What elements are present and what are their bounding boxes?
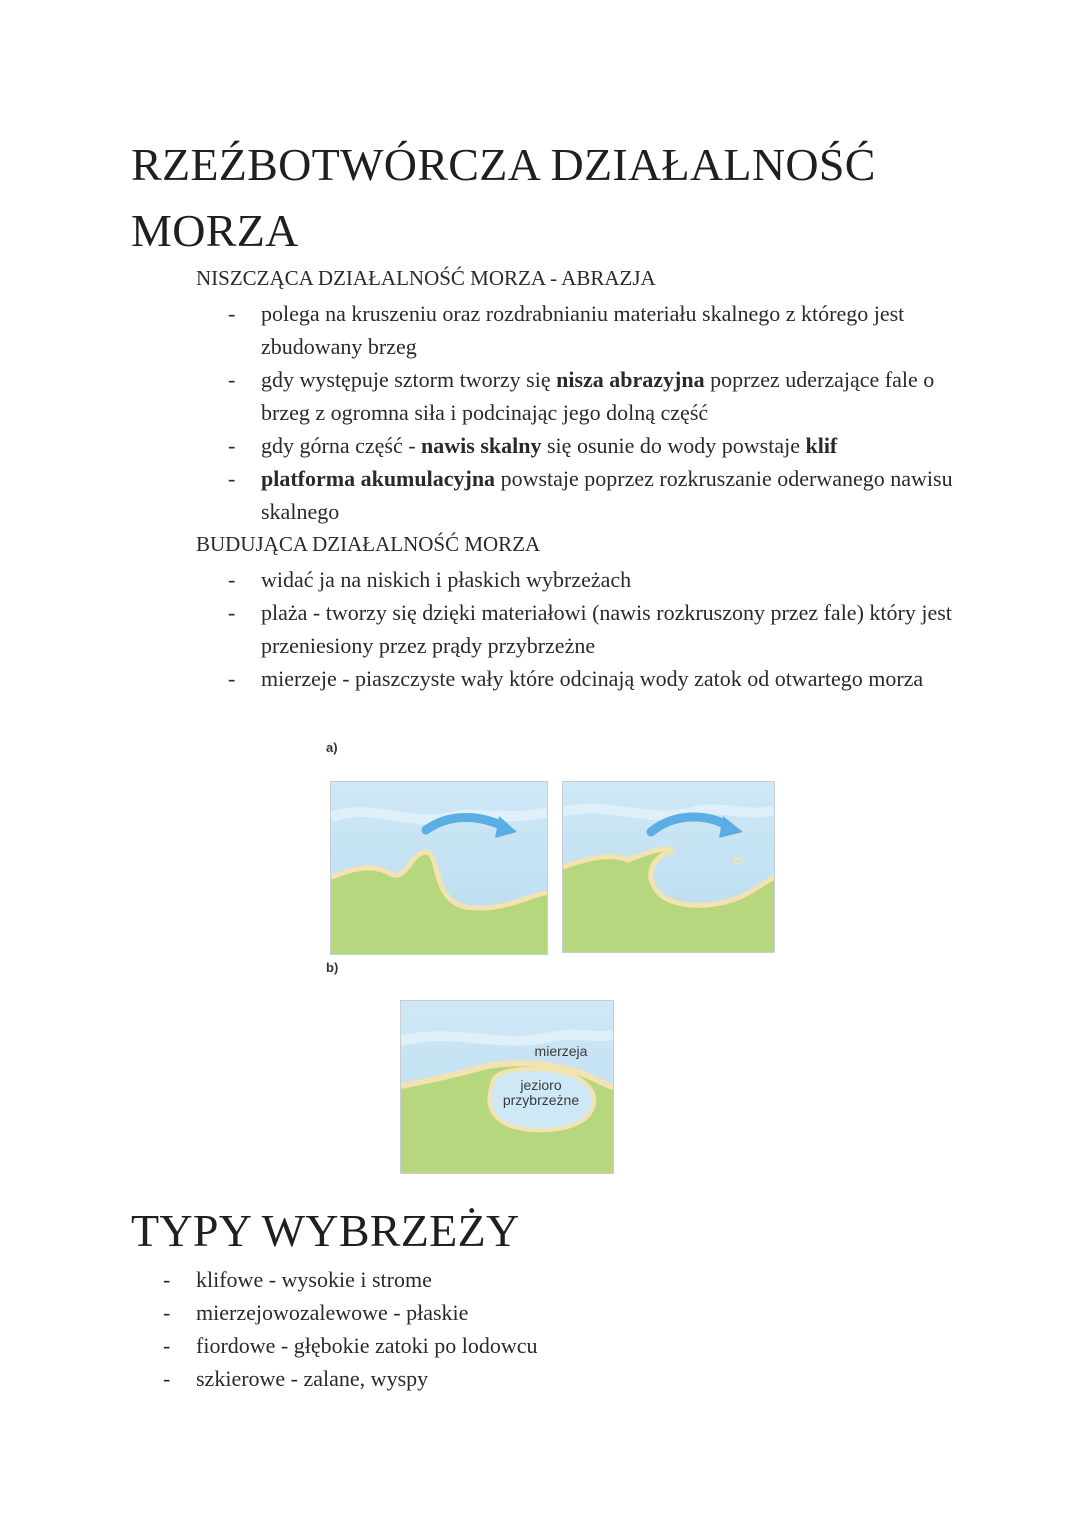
list-item: - polega na kruszeniu oraz rozdrabnianiu materiału skalnego z którego jest zbudowany brzeg — [228, 301, 905, 359]
term-cliff: klif — [805, 433, 838, 458]
term-niche: nisza abrazyjna — [556, 367, 705, 392]
list-item: - widać ja na niskich i płaskich wybrzeżach — [228, 567, 632, 592]
term-platform: platforma akumulacyjna — [261, 466, 496, 491]
figure-label-a: a) — [326, 740, 338, 755]
section-title-coast-types: TYPY WYBRZEŻY — [131, 1205, 520, 1256]
constructive-list — [228, 563, 958, 695]
page-title-line-1: RZEŹBOTWÓRCZA DZIAŁALNOŚĆ — [131, 139, 876, 190]
section-heading-destructive: NISZCZĄCA DZIAŁALNOŚĆ MORZA - ABRAZJA — [196, 266, 656, 290]
list-item: - plaża - tworzy się dzięki materiałowi (nawis rozkruszony przez fale) który jest przeniesiony przez prądy przybrzeżne — [228, 600, 952, 658]
list-item: - mierzeje - piaszczyste wały które odcinają wody zatok od otwartego morza — [228, 666, 924, 691]
destructive-list — [228, 297, 958, 528]
section-heading-constructive: BUDUJĄCA DZIAŁALNOŚĆ MORZA — [196, 532, 541, 556]
figure-a-panel-2 — [562, 781, 775, 953]
lagoon-label-line-1: jezioro — [520, 1077, 562, 1093]
bay-diagram-2 — [563, 782, 774, 952]
figure-b-panel — [400, 1000, 614, 1174]
page-title-line-2: MORZA — [131, 205, 299, 256]
list-item: - gdy górna część - nawis skalny się osunie do wody powstaje klif — [228, 433, 838, 458]
spit-lagoon-diagram — [401, 1001, 613, 1173]
figure-label-b: b) — [326, 960, 339, 975]
list-item: - klifowe - wysokie i strome — [163, 1267, 432, 1292]
list-item: - mierzejowozalewowe - płaskie — [163, 1300, 469, 1325]
term-overhang: nawis skalny — [421, 433, 542, 458]
list-item: - gdy występuje sztorm tworzy się nisza abrazyjna poprzez uderzające fale o brzeg z ogromna siła i podcinając jego dolną część — [228, 367, 935, 425]
list-item: - platforma akumulacyjna powstaje poprzez rozkruszanie oderwanego nawisu skalnego — [228, 466, 953, 524]
coast-types-list — [163, 1263, 763, 1395]
figure-a-panel-1 — [330, 781, 548, 955]
list-item: - fiordowe - głębokie zatoki po lodowcu — [163, 1333, 538, 1358]
bay-diagram-1 — [331, 782, 547, 954]
lagoon-label-line-2: przybrzeżne — [502, 1092, 580, 1108]
spit-label: mierzeja — [534, 1043, 588, 1059]
list-item: - szkierowe - zalane, wyspy — [163, 1366, 429, 1391]
